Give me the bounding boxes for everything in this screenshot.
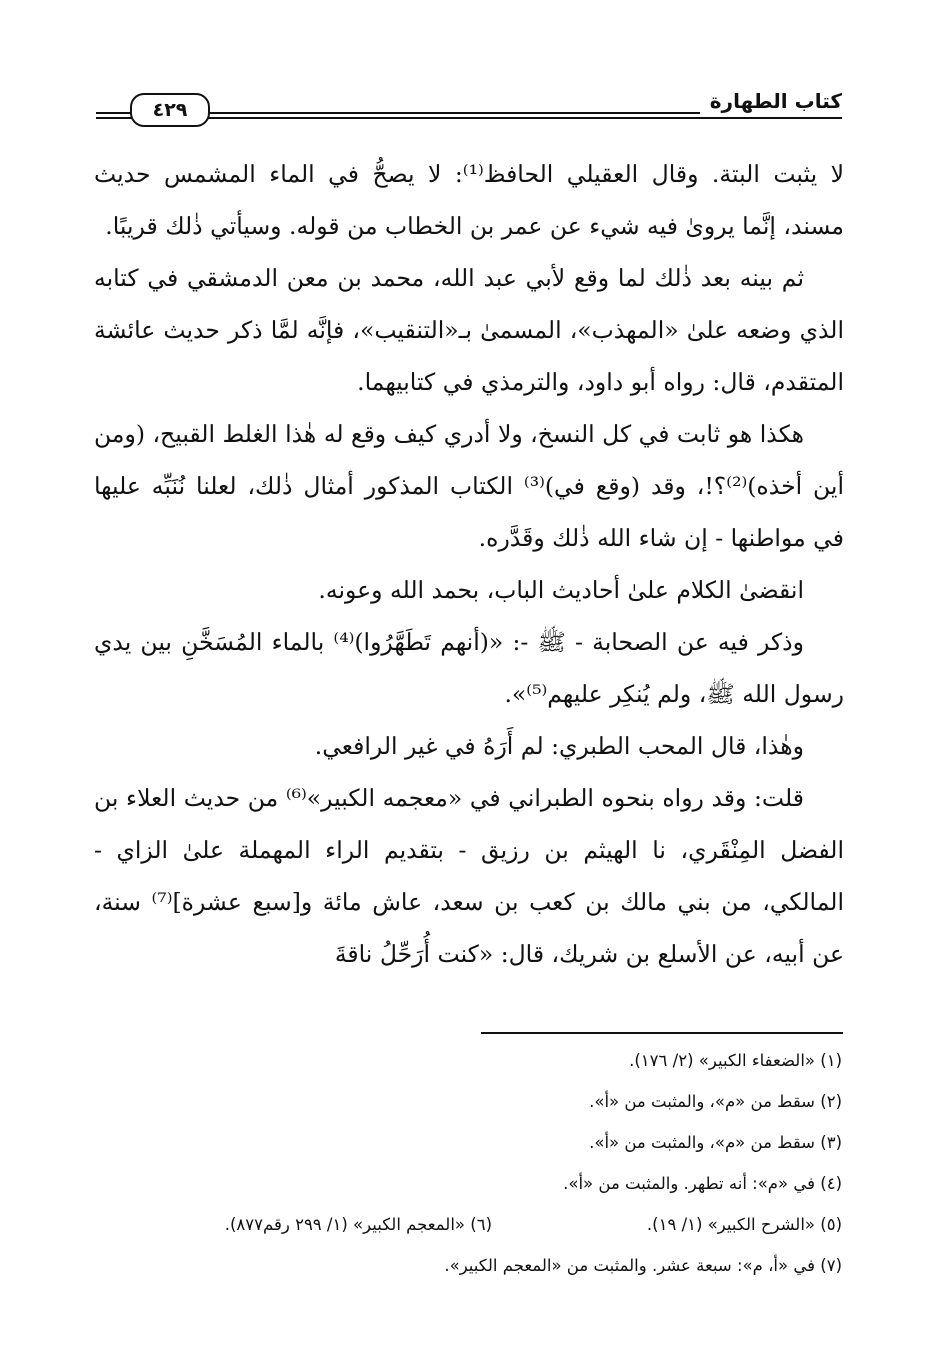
paragraph: لا يثبت البتة. وقال العقيلي الحافظ⁽¹⁾: لا يصحُّ في الماء المشمس حديث مسند، إنَّما يروىٰ فيه شيء عن عمر بن الخطاب من قوله. وسيأتي ذٰلك قريبًا. — [94, 160, 844, 240]
paragraph: وهٰذا، قال المحب الطبري: لم أَرَهُ في غير الرافعي. — [314, 732, 804, 760]
page-number: ٤٢٩ — [130, 93, 210, 127]
footnote-1: (١) «الضعفاء الكبير» (٢/ ١٧٦). — [629, 1051, 842, 1070]
footnote-5: (٥) «الشرح الكبير» (١/ ١٩). — [646, 1215, 842, 1234]
running-header — [96, 88, 842, 128]
main-text — [94, 148, 844, 980]
footnote-row — [94, 1204, 842, 1245]
footnote-4: (٤) في «م»: أنه تطهر. والمثبت من «أ». — [563, 1174, 842, 1193]
footnote-3: (٣) سقط من «م»، والمثبت من «أ». — [589, 1133, 842, 1152]
footnote-7: (٧) في «أ، م»: سبعة عشر. والمثبت من «المعجم الكبير». — [444, 1256, 842, 1275]
paragraph: انقضىٰ الكلام علىٰ أحاديث الباب، بحمد الله وعونه. — [318, 576, 804, 604]
footnote-separator — [481, 1032, 843, 1034]
footnotes — [94, 1040, 842, 1286]
paragraph: وذكر فيه عن الصحابة - ﷺ -: «(أنهم تَطَهَّرُوا)⁽⁴⁾ بالماء المُسَخَّنِ بين يدي رسول الله ﷺ، ولم يُنكِر عليهم⁽⁵⁾». — [94, 628, 844, 708]
paragraph: قلت: وقد رواه بنحوه الطبراني في «معجمه الكبير»⁽⁶⁾ من حديث العلاء بن الفضل المِنْقَري، نا الهيثم بن رزيق - بتقديم الراء المهملة علىٰ الزاي - المالكي، من بني مالك بن كعب بن سعد، عاش مائة و[سبع عشرة]⁽⁷⁾ سنة، عن أبيه، عن الأسلع بن شريك، قال: «كنت أُرَحِّلُ ناقةَ — [94, 784, 844, 968]
footnote-6: (٦) «المعجم الكبير» (١/ ٢٩٩ رقم٨٧٧). — [224, 1215, 492, 1234]
footnote-2: (٢) سقط من «م»، والمثبت من «أ». — [589, 1092, 842, 1111]
paragraph: ثم بينه بعد ذٰلك لما وقع لأبي عبد الله، محمد بن معن الدمشقي في كتابه الذي وضعه علىٰ «المهذب»، المسمىٰ بـ«التنقيب»، فإنَّه لمَّا ذكر حديث عائشة المتقدم، قال: رواه أبو داود، والترمذي في كتابيهما. — [94, 264, 844, 396]
book-title: كتاب الطهارة — [700, 88, 842, 114]
paragraph: هكذا هو ثابت في كل النسخ، ولا أدري كيف وقع له هٰذا الغلط القبيح، (ومن أين أخذه)⁽²⁾؟!، وقد (وقع في)⁽³⁾ الكتاب المذكور أمثال ذٰلك، لعلنا نُنَبِّه عليها في مواطنها - إن شاء الله ذٰلك وقَدَّره. — [94, 420, 844, 552]
